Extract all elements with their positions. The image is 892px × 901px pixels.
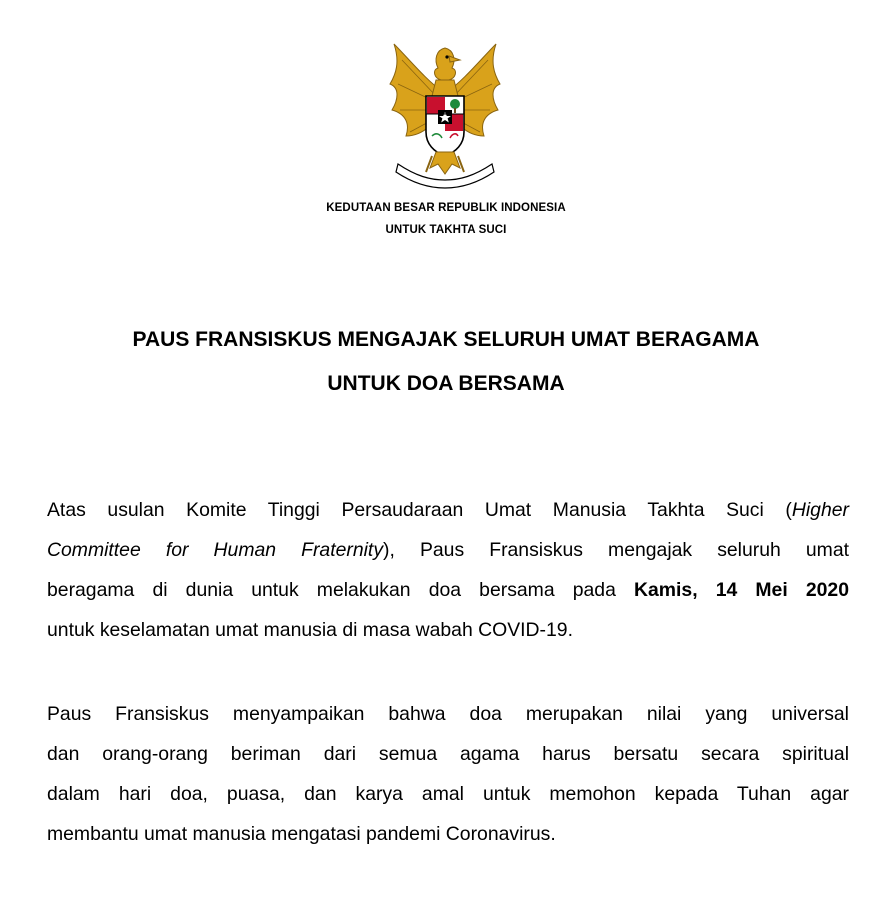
p1-line2-italic: Committee for Human Fraternity (47, 539, 384, 561)
document-title (0, 318, 892, 406)
garuda-emblem (386, 40, 504, 190)
paragraph-1-line4: untuk keselamatan umat manusia di masa wabah COVID-19. (47, 619, 573, 641)
embassy-name-line1: KEDUTAAN BESAR REPUBLIK INDONESIA (326, 202, 566, 214)
garuda-emblem-icon (386, 40, 504, 190)
p1-line1-text: Atas usulan Komite Tinggi Persaudaraan Umat Manusia Takhta Suci ( (47, 499, 792, 521)
paragraph-1-line3 (47, 570, 849, 610)
title-line2: UNTUK DOA BERSAMA (327, 372, 565, 395)
paragraph-1-line1 (47, 490, 849, 530)
p1-line2-text: ), Paus Fransiskus mengajak seluruh umat (383, 539, 849, 561)
embassy-name-line2: UNTUK TAKHTA SUCI (385, 224, 507, 236)
paragraph-1-line2 (47, 530, 849, 570)
p1-line3-date: Kamis, 14 Mei 2020 (634, 579, 849, 601)
paragraph-2-line2: dan orang-orang beriman dari semua agama harus bersatu secara spiritual (47, 743, 849, 765)
p1-line1-italic: Higher (791, 499, 849, 521)
paragraph-2 (47, 694, 849, 854)
p1-line3-text: beragama di dunia untuk melakukan doa bersama pada (47, 579, 634, 601)
paragraph-2-line1: Paus Fransiskus menyampaikan bahwa doa merupakan nilai yang universal (47, 703, 849, 725)
paragraph-2-line4: membantu umat manusia mengatasi pandemi Coronavirus. (47, 823, 556, 845)
paragraph-1 (47, 490, 849, 650)
paragraph-2-line3: dalam hari doa, puasa, dan karya amal untuk memohon kepada Tuhan agar (47, 783, 849, 805)
title-line1: PAUS FRANSISKUS MENGAJAK SELURUH UMAT BERAGAMA (132, 328, 760, 351)
